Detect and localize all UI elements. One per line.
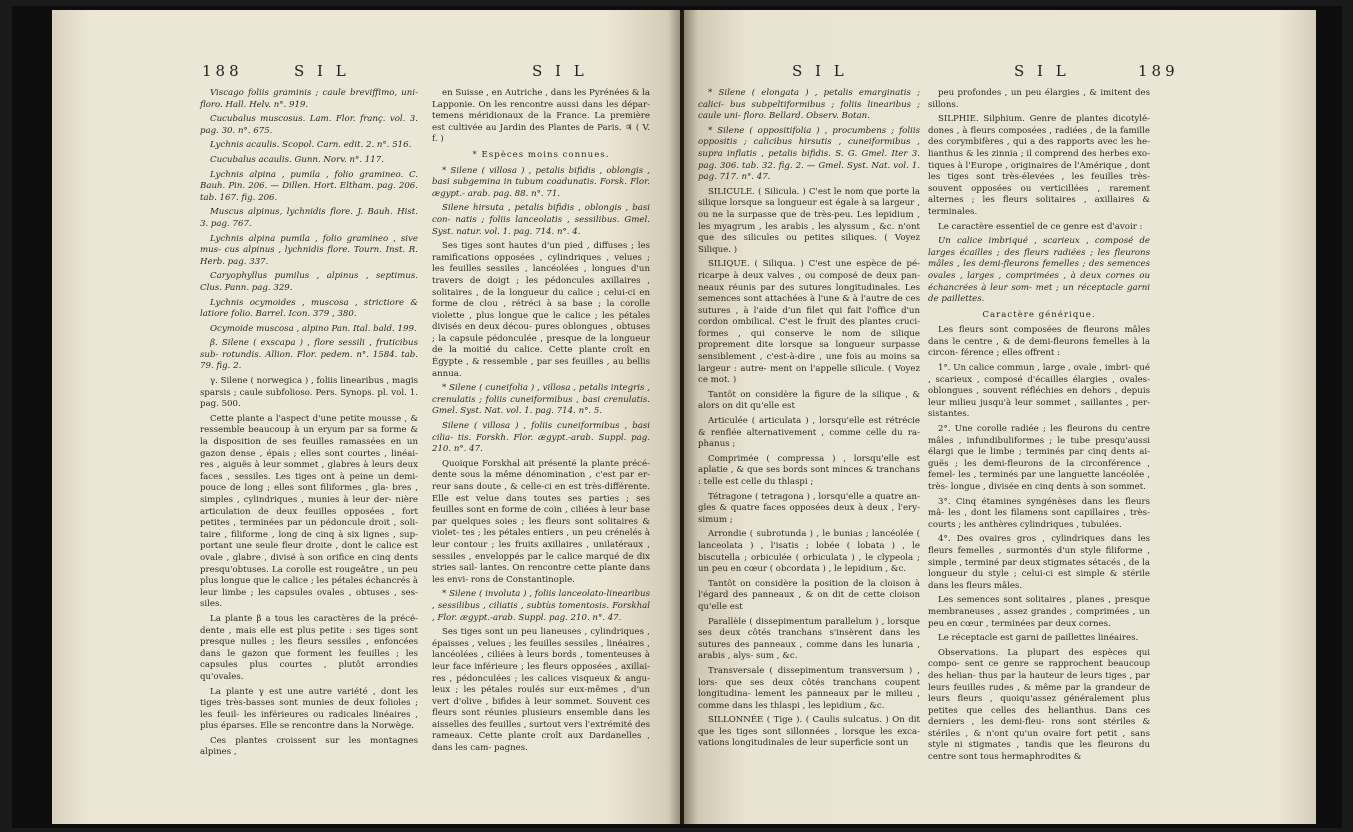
paragraph: * Espèces moins connues. xyxy=(472,149,610,160)
paragraph: Caractère générique. xyxy=(982,309,1096,320)
paragraph: 4°. Des ovaires gros , cylindriques dans les fleurs femelles , surmontés d'un style filiforme , simple , terminé par deux stigmates sétacés , de la longueur du style ; celui-ci est simple & stérile dans les fleurs mâles. xyxy=(928,534,1150,591)
page-number: 188 xyxy=(202,62,243,80)
paragraph: Un calice imbriqué , scarieux , composé de larges écailles ; des fleurs radiées ; les fleurons mâles , les demi-fleurons femelles ; des semences ovales , larges , comprimées , à deux cornes ou échancrées à leur som- met ; un réceptacle garni de paillettes. xyxy=(928,236,1150,305)
paragraph: 2°. Une corolle radiée ; les fleurons du centre mâles , infundibuliformes ; le tube presqu'aussi élargi que le limbe ; terminés par cinq dents ai- guës ; les demi-fleurons de la circonférence , femel- les , terminés par une languette lancéolée , très- longue , divisée en cinq dents à son sommet. xyxy=(928,424,1150,492)
paragraph: Viscago foliis graminis ; caule breviffimo, uni- floro. Hall. Helv. n°. 919. xyxy=(200,88,418,110)
paragraph: Silene ( villosa ) , foliis cuneiformibus , basi cilia- tis. Forskh. Flor. ægypt.-arab. Suppl. pag. 210. n°. 47. xyxy=(432,421,650,455)
paragraph: Tantôt on considère la figure de la silique , & alors on dit qu'elle est xyxy=(698,389,920,412)
paragraph: 1°. Un calice commun , large , ovale , imbri- qué , scarieux , composé d'écailles élargies , ovales- oblongues , souvent réfléchies en dehors , depuis leur milieu jusqu'à leur sommet , saillantes , per- sistantes. xyxy=(928,363,1150,420)
paragraph: 3°. Cinq étamines syngénèses dans les fleurs mâ- les , dont les filamens sont capillaires , très-courts ; les anthères cylindriques , tubulées. xyxy=(928,496,1150,530)
open-book-scan xyxy=(12,6,1342,828)
paragraph: Articulée ( articulata ) , lorsqu'elle est rétrécie & renflée alternativement , comme celle du ra- phanus ; xyxy=(698,416,920,450)
left-page xyxy=(52,10,680,824)
paragraph: Comprimée ( compressa ) , lorsqu'elle est aplatie , & que ses bords sont minces & tranchans : telle est celle du thlaspi ; xyxy=(698,453,920,487)
paragraph: Caryophyllus pumilus , alpinus , septimus. Clus. Pann. pag. 329. xyxy=(200,271,418,293)
paragraph: Lychnis alpina , pumila , folio gramineo. C. Bauh. Pin. 206. — Dillen. Hort. Eltham. pag. 206. tab. 167. fig. 206. xyxy=(200,169,418,203)
paragraph: Le caractère essentiel de ce genre est d'avoir : xyxy=(938,221,1143,232)
paragraph: Les fleurs sont composées de fleurons mâles dans le centre , & de demi-fleurons femelles à la circon- férence ; elles offrent : xyxy=(928,325,1150,359)
paragraph: γ. Silene ( norwegica ) , foliis linearibus , magis sparsis ; caule subfolioso. Pers. Synops. pl. vol. 1. pag. 500. xyxy=(200,376,418,410)
paragraph: SILIQUE. ( Siliqua. ) C'est une espèce de pé- ricarpe à deux valves , ou composé de deux pan- neaux réunis par des sutures longitudinales. Les semences sont attachées à l'une & à l'autre de ces sutures , à l'aide d'un filet qui fait l'office d'un cordon ombilical. C'est le fruit des plantes cruci- formes , qui conserve le nom de silique proprement dite lorsque sa longueur surpasse sensiblement , c'est-à-dire , une fois au moins sa largeur : autre- ment on l'appelle silicule. ( Voyez ce mot. ) xyxy=(698,259,920,386)
paragraph: SILPHIE. Silphium. Genre de plantes dicotylé- dones , à fleurs composées , radiées , de la famille des corymbifères , qui a des rapports avec les he- lianthus & les zinnia ; il comprend des herbes exo- tiques à l'Europe , originaires de l'Amérique , dont les tiges sont très-élevées , les feuilles très-souvent opposées ou verticillées , rarement alternes ; les fleurs solitaires , axillaires & terminales. xyxy=(928,114,1150,217)
right-column-2 xyxy=(928,88,1150,767)
running-head: S I L xyxy=(532,62,588,80)
paragraph: Cucubalus muscosus. Lam. Flor. franç. vol. 3. pag. 30. n°. 675. xyxy=(200,114,418,136)
running-head: S I L xyxy=(792,62,848,80)
left-column-2 xyxy=(432,88,650,758)
paragraph: * Silene ( oppositifolia ) , procumbens ; foliis oppositis ; calicibus hirsutis , cuneiformibus , supra inflatis , petalis bifidis. S. G. Gmel. Iter 3. pag. 306. tab. 32. fig. 2. — Gmel. Syst. Nat. vol. 1. pag. 717. n°. 47. xyxy=(698,125,920,183)
paragraph: SILLONNÉE ( Tige ). ( Caulis sulcatus. ) On dit que les tiges sont sillonnées , lorsque les exca- vations longitudinales de leur superficie sont un xyxy=(698,715,920,749)
paragraph: Observations. La plupart des espèces qui compo- sent ce genre se rapprochent beaucoup des helian- thus par la hauteur de leurs tiges , par leurs feuilles rudes , & même par la grandeur de leurs fleurs , quoiqu'assez généralement plus petites que celles des helianthus. Dans ces derniers , les demi-fleu- rons sont stériles & stériles , & n'ont qu'un ovaire fort petit , sans style ni stigmates , tandis que les fleurons du centre sont tous hermaphrodites & xyxy=(928,647,1150,763)
paragraph: Ces plantes croissent sur les montagnes alpines , xyxy=(200,735,418,758)
paragraph: La plante β a tous les caractères de la précé- dente , mais elle est plus petite : ses tiges sont presque nulles ; les fleurs sessiles , enfoncées dans le gazon que forment les feuilles ; les capsules plus courtes , plutôt arrondies qu'ovales. xyxy=(200,613,418,682)
paragraph: * Silene ( cuneifolia ) , villosa , petalis integris , crenulatis ; foliis cuneiformibus , basi crenulatis. Gmel. Syst. Nat. vol. 1. pag. 714. n°. 5. xyxy=(432,383,650,417)
paragraph: Arrondie ( subrotunda ) , le bunias ; lancéolée ( lanceolata ) , l'isatis ; lobée ( lobata ) , le biscutella ; orbiculée ( orbiculata ) , le clypeola ; un peu en cœur ( obcordata ) , le lepidium , &c. xyxy=(698,529,920,575)
page-number: 189 xyxy=(1138,62,1179,80)
left-column-1 xyxy=(200,88,418,762)
paragraph: SILICULE. ( Silicula. ) C'est le nom que porte la silique lorsque sa longueur est égale à sa largeur , ou ne la surpasse que de très-peu. Les lepidium , les myagrum , les arabis , les alyssum , &c. n'ont que des silicules ou petites siliques. ( Voyez Silique. ) xyxy=(698,186,920,255)
paragraph: Muscus alpinus, lychnidis flore. J. Bauh. Hist. 3. pag. 767. xyxy=(200,207,418,229)
paragraph: Tantôt on considère la position de la cloison à l'égard des panneaux , & on dit de cette cloison qu'elle est xyxy=(698,578,920,612)
paragraph: Lychnis alpina pumila , folio gramineo , sive mus- cus alpinus , lychnidis flore. Tourn. Inst. R. Herb. pag. 337. xyxy=(200,233,418,267)
paragraph: La plante γ est une autre variété , dont les tiges très-basses sont munies de deux folioles ; les feuil- les inférieures ou radicales linéaires , plus éparses. Elle se rencontre dans la Norwège. xyxy=(200,686,418,732)
running-head: S I L xyxy=(294,62,350,80)
paragraph: Ses tiges sont hautes d'un pied , diffuses ; les ramifications opposées , cylindriques , velues ; les feuilles sessiles , lancéolées , longues d'un travers de doigt ; les pédoncules axillaires , solitaires , de la longueur du calice ; celui-ci en forme de clou , rétréci à sa base ; la corolle violette , plus longue que le calice ; les pétales divisés en deux décou- pures oblongues , obtuses ; la capsule pédonculée , presque de la longueur de la moitié du calice. Cette plante croît en Égypte , & ressemble , par ses feuilles , au bellis annua. xyxy=(432,241,650,379)
paragraph: Ocymoide muscosa , alpino Pan. Ital. bald. 199. xyxy=(210,323,417,334)
paragraph: * Silene ( villosa ) , petalis bifidis , oblongis , basi subgemina in tubum coadunatis. Forsk. Flor. ægypt.- arab. pag. 88. n°. 71. xyxy=(432,165,650,199)
paragraph: en Suisse , en Autriche , dans les Pyrénées & la Lapponie. On les rencontre aussi dans les dépar- temens méridionaux de la France. La première est cultivée au Jardin des Plantes de Paris. ♃ ( V. f. ) xyxy=(432,88,650,145)
paragraph: peu profondes , un peu élargies , & imitent des sillons. xyxy=(928,88,1150,110)
right-page xyxy=(684,10,1316,824)
paragraph: Transversale ( dissepimentum transversum ) , lors- que ses deux côtés tranchans coupent longitudina- lement les panneaux par le milieu , comme dans les thlaspi , les lepidium , &c. xyxy=(698,665,920,711)
paragraph: Quoique Forskhal ait présenté la plante précé- dente sous la même dénomination , c'est par er- reur sans doute , & celle-ci en est très-différente. Elle est velue dans toutes ses parties ; ses feuilles sont en forme de coin , ciliées à leur base par quelques soies ; les fleurs sont solitaires & violet- tes ; les pétales entiers , un peu crénelés à leur contour ; les fruits axillaires , unilatéraux , sessiles , enveloppés par le calice marqué de dix stries sail- lantes. On rencontre cette plante dans les envi- rons de Constantinople. xyxy=(432,458,650,585)
paragraph: Les semences sont solitaires , planes , presque membraneuses , assez grandes , comprimées , un peu en cœur , terminées par deux cornes. xyxy=(928,595,1150,629)
paragraph: Silene hirsuta , petalis bifidis , oblongis , basi con- natis ; foliis lanceolatis , sessilibus. Gmel. Syst. natur. vol. 1. pag. 714. n°. 4. xyxy=(432,203,650,237)
paragraph: Ses tiges sont un peu lianeuses , cylindriques , épaisses , velues ; les feuilles sessiles , linéaires , lancéolées , ciliées à leurs bords , tomenteuses à leur face inférieure ; les fleurs opposées , axillai- res , pédonculées ; les calices visqueux & angu- leux ; les pétales roulés sur eux-mêmes , d'un vert d'olive , bifides à leur sommet. Souvent ces fleurs sont réunies plusieurs ensemble dans les aisselles des feuilles , surtout vers l'extrémité des rameaux. Cette plante croît aux Dardanelles , dans les cam- pagnes. xyxy=(432,627,650,754)
paragraph: Cucubalus acaulis. Gunn. Norv. n°. 117. xyxy=(210,154,384,165)
book-gutter xyxy=(668,10,698,824)
paragraph: β. Silene ( exscapa ) , flore sessili , fruticibus sub- rotundis. Allion. Flor. pedem. n°. 1584. tab. 79. fig. 2. xyxy=(200,338,418,372)
paragraph: Le réceptacle est garni de paillettes linéaires. xyxy=(938,633,1139,644)
right-column-1 xyxy=(698,88,920,753)
paragraph: * Silene ( involuta ) , foliis lanceolato-linearibus , sessilibus , ciliatis , subtùs tomentosis. Forskhal , Flor. ægypt.-arab. Suppl. pag. 210. n°. 47. xyxy=(432,589,650,623)
paragraph: Lychnis acaulis. Scopol. Carn. edit. 2. n°. 516. xyxy=(210,140,412,151)
paragraph: * Silene ( elongata ) , petalis emarginatis ; calici- bus subpeltiformibus ; foliis linearibus ; caule uni- floro. Bellard. Observ. Botan. xyxy=(698,88,920,122)
paragraph: Parallèle ( dissepimentum parallelum ) , lorsque ses deux côtés tranchans s'insèrent dans les sutures des panneaux , comme dans les lunaria , arabis , alys- sum , &c. xyxy=(698,616,920,662)
running-head: S I L xyxy=(1014,62,1070,80)
paragraph: Cette plante a l'aspect d'une petite mousse , & ressemble beaucoup à un eryum par sa forme & la disposition de ses feuilles ramassées en un gazon dense , épais ; elles sont courtes , linéai- res , aiguës à leur sommet , glabres à leurs deux faces , sessiles. Les tiges ont à peine un demi-pouce de long ; elles sont filiformes , gla- bres , simples , cylindriques , munies à leur der- nière articulation de deux feuilles opposées , fort petites , terminées par un pédoncule droit , soli- taire , filiforme , long de cinq à six lignes , sup- portant une seule fleur droite , dont le calice est ovale , glabre , divisé à son orifice en cinq dents presqu'obtuses. La corolle est rougeâtre , un peu plus longue que le calice ; les pétales échancrés à leur limbe ; les capsules ovales , obtuses , ses- siles. xyxy=(200,413,418,610)
paragraph: Tétragone ( tetragona ) , lorsqu'elle a quatre an- gles & quatre faces opposées deux à deux , l'ery- simum ; xyxy=(698,491,920,525)
paragraph: Lychnis ocymoides , muscosa , strictiore & latiore folio. Barrel. Icon. 379 , 380. xyxy=(200,297,418,320)
